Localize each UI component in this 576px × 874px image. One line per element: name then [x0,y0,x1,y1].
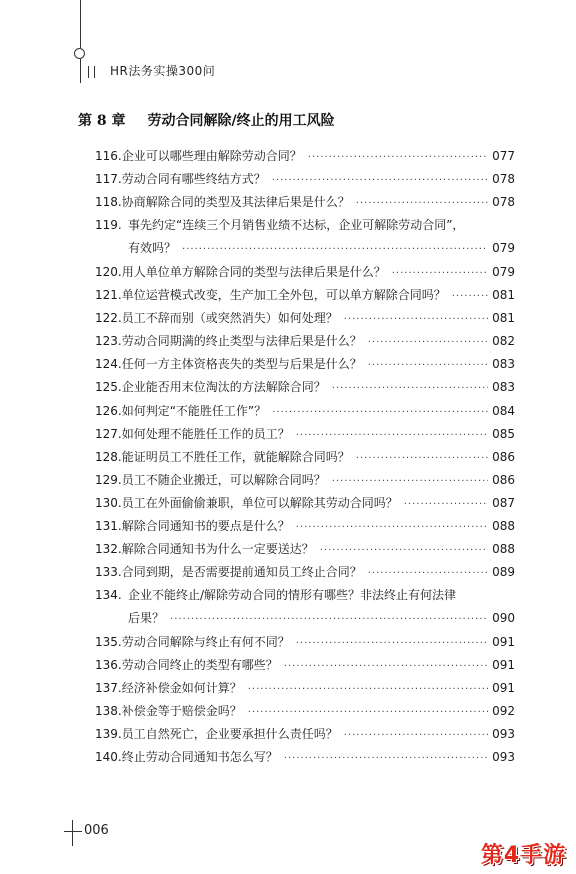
entry-number: 133. [95,565,122,580]
dot-leader [368,334,488,352]
dot-leader [248,681,488,699]
entry-number: 136. [95,658,122,672]
entry-number: 127. [95,426,122,441]
entry-title: 经济补偿金如何计算？ [121,681,242,696]
entry-title: 企业能否用末位淘汰的方法解除合同？ [121,380,326,395]
dot-leader [356,195,488,213]
dot-leader [368,565,488,583]
toc-entry[interactable] [95,517,515,537]
entry-title: 劳动合同终止的类型有哪些？ [121,658,278,672]
entry-page-number: 087 [492,495,515,510]
entry-number: 121. [95,288,122,302]
entry-title-continued: 后果？ [128,611,165,626]
entry-page-number: 093 [492,750,515,765]
toc-entry[interactable] [95,402,515,422]
entry-page-number: 079 [492,264,515,279]
entry-page-number: 078 [492,172,515,187]
dot-leader [284,658,488,676]
entry-number: 129. [95,472,122,487]
watermark-logo: 第4手游 [480,842,567,868]
entry-title: 劳动合同有哪些终结方式？ [121,172,266,187]
entry-title: 企业可以哪些理由解除劳动合同？ [121,149,302,163]
entry-page-number: 091 [492,658,515,672]
toc-entry[interactable] [95,216,515,259]
decorative-rule [80,0,81,48]
decorative-rule [80,59,81,83]
toc-entry[interactable] [95,471,515,491]
entry-title: 劳动合同期满的终止类型与法律后果是什么？ [121,334,362,349]
dot-leader [392,265,488,283]
dot-leader [344,727,488,745]
entry-title: 如何判定“不能胜任工作”？ [121,403,267,418]
entry-page-number: 092 [492,704,515,719]
toc-entry[interactable] [95,263,515,283]
entry-title: 任何一方主体资格丧失的类型与后果是什么？ [121,357,362,372]
toc-entry[interactable] [95,448,515,468]
toc-entry[interactable] [95,170,515,190]
entry-title-continued: 有效吗？ [128,241,177,256]
entry-page-number: 084 [492,403,515,418]
entry-page-number: 079 [492,241,515,256]
entry-number: 135. [95,634,122,649]
decorative-bars-icon [88,66,100,85]
toc-entry[interactable] [95,286,515,306]
dot-leader [404,496,488,514]
toc-entry[interactable] [95,633,515,653]
entry-title: 事先约定“连续三个月销售业绩不达标，企业可解除劳动合同”， [128,218,465,233]
entry-page-number: 093 [492,727,515,742]
dot-leader [248,704,488,722]
entry-number: 132. [95,542,122,557]
entry-number: 128. [95,449,122,464]
chapter-heading [78,110,335,130]
entry-number: 125. [95,380,122,395]
toc-entry[interactable] [95,586,515,629]
entry-title: 解除合同通知书的要点是什么？ [121,519,290,533]
series-title: HR法务实操300问 [110,64,216,78]
toc-entry[interactable] [95,355,515,375]
dot-leader [284,750,488,768]
dot-leader [344,311,488,329]
entry-page-number: 086 [492,472,515,487]
entry-number: 131. [95,519,122,533]
entry-number: 139. [95,727,122,742]
dot-leader [356,450,488,468]
entry-page-number: 081 [492,288,515,302]
entry-page-number: 083 [492,357,515,372]
entry-title: 员工自然死亡，企业要承担什么责任吗？ [121,727,338,742]
entry-number: 137. [95,681,122,696]
entry-number: 120. [95,264,122,279]
entry-title: 单位运营模式改变，生产加工全外包，可以单方解除合同吗？ [121,288,446,302]
entry-number: 118. [95,195,122,210]
dot-leader [320,542,488,560]
entry-title: 用人单位单方解除合同的类型与法律后果是什么？ [121,264,386,279]
toc-entry[interactable] [95,540,515,560]
dot-leader [332,473,488,491]
toc-entry[interactable] [95,748,515,768]
entry-title: 员工不辞而别（或突然消失）如何处理？ [121,311,338,326]
entry-page-number: 090 [492,611,515,626]
entry-number: 122. [95,311,122,326]
toc-entry[interactable] [95,679,515,699]
entry-title: 员工不随企业搬迁，可以解除合同吗？ [121,472,326,487]
entry-title: 能证明员工不胜任工作，就能解除合同吗？ [121,449,350,464]
dot-leader [170,611,488,629]
dot-leader [332,380,488,398]
entry-page-number: 088 [492,519,515,533]
toc-entry[interactable] [95,563,515,583]
toc-entry[interactable] [95,725,515,745]
decorative-ring-icon [74,48,85,59]
entry-page-number: 077 [492,149,515,163]
decorative-rule [64,831,82,832]
entry-title: 劳动合同解除与终止有何不同？ [121,634,290,649]
entry-number: 140. [95,750,122,765]
entry-number: 123. [95,334,122,349]
entry-title: 企业不能终止/解除劳动合同的情形有哪些？非法终止有何法律 [128,588,457,603]
toc-entry[interactable] [95,332,515,352]
entry-page-number: 082 [492,334,515,349]
entry-title: 协商解除合同的类型及其法律后果是什么？ [121,195,350,210]
toc-entry[interactable] [95,378,515,398]
entry-number: 126. [95,403,122,418]
entry-title: 补偿金等于赔偿金吗？ [121,704,242,719]
dot-leader [272,404,488,422]
decorative-rule [72,820,73,846]
dot-leader [182,241,488,259]
dot-leader [272,172,488,190]
entry-number: 134. [95,588,122,603]
dot-leader [368,357,488,375]
entry-number: 119. [95,218,122,233]
toc-entry[interactable] [95,494,515,514]
entry-title: 终止劳动合同通知书怎么写？ [121,750,278,765]
entry-number: 130. [95,495,122,510]
entry-page-number: 091 [492,634,515,649]
toc-entry[interactable] [95,309,515,329]
entry-number: 124. [95,357,122,372]
toc-entry[interactable] [95,147,515,167]
entry-title: 合同到期，是否需要提前通知员工终止合同？ [121,565,362,580]
entry-page-number: 083 [492,380,515,395]
chapter-title: 劳动合同解除/终止的用工风险 [147,113,335,129]
entry-number: 117. [95,172,122,187]
entry-number: 116. [95,149,122,163]
entry-page-number: 078 [492,195,515,210]
dot-leader [452,288,488,306]
entry-page-number: 081 [492,311,515,326]
toc-entry[interactable] [95,702,515,722]
dot-leader [308,149,488,167]
entry-page-number: 091 [492,681,515,696]
dot-leader [296,427,488,445]
dot-leader [296,519,488,537]
toc-entry[interactable] [95,656,515,676]
entry-number: 138. [95,704,122,719]
dot-leader [296,635,488,653]
toc-entry[interactable] [95,425,515,445]
entry-page-number: 085 [492,426,515,441]
page-number: 006 [84,823,109,838]
entry-page-number: 089 [492,565,515,580]
entry-title: 解除合同通知书为什么一定要送达？ [121,542,314,557]
entry-page-number: 086 [492,449,515,464]
entry-title: 如何处理不能胜任工作的员工？ [121,426,290,441]
entry-title: 员工在外面偷偷兼职，单位可以解除其劳动合同吗？ [121,495,398,510]
chapter-label: 第 8 章 [78,113,126,129]
entry-page-number: 088 [492,542,515,557]
toc-entry[interactable] [95,193,515,213]
